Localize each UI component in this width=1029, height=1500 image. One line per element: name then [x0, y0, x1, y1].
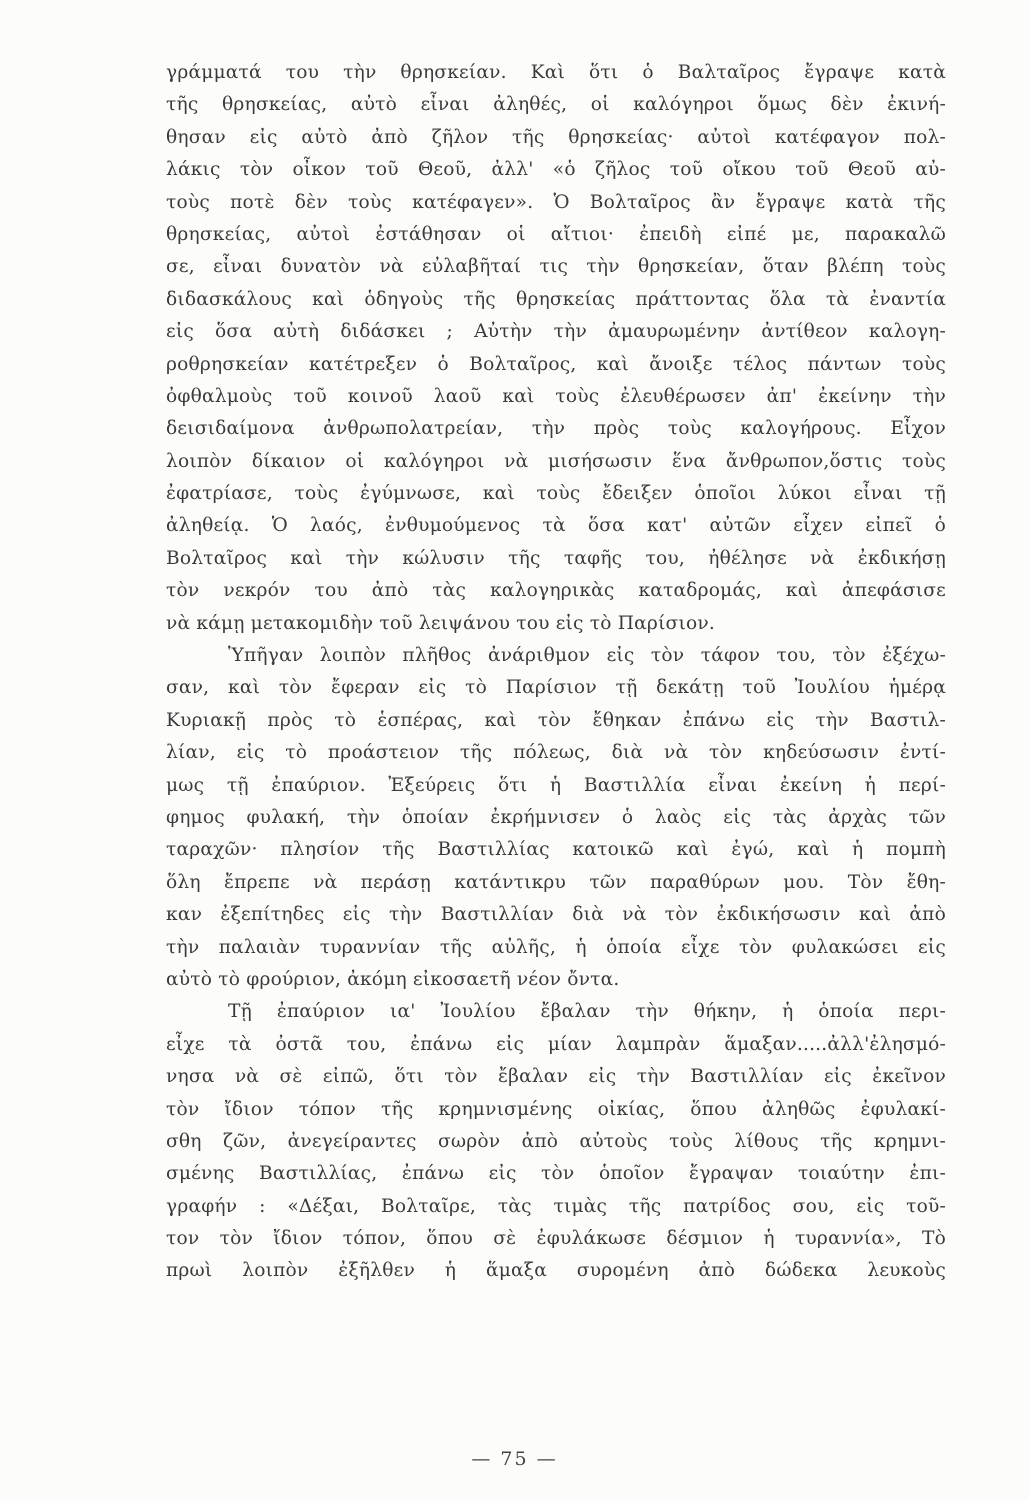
text-line: τὴν παλαιὰν τυραννίαν τῆς αὐλῆς, ἡ ὁποία εἶχε τὸν φυλακώσει εἰς	[166, 936, 946, 958]
text-line: λίαν, εἰς τὸ προάστειον τῆς πόλεως, διὰ νὰ τὸν κηδεύσωσιν ἐντί-	[166, 742, 946, 764]
text-line: καν ἐξεπίτηδες εἰς τὴν Βαστιλλίαν διὰ νὰ τὸν ἐκδικήσωσιν καὶ ἀπὸ	[166, 904, 946, 926]
page-number: — 75 —	[471, 1448, 558, 1470]
text-line: ἐφατρίασε, τοὺς ἐγύμνωσε, καὶ τοὺς ἔδειξεν ὁποῖοι λύκοι εἶναι τῇ	[166, 483, 946, 505]
text-line: Κυριακῇ πρὸς τὸ ἑσπέρας, καὶ τὸν ἔθηκαν ἐπάνω εἰς τὴν Βαστιλ-	[166, 709, 946, 731]
text-line: νησα νὰ σὲ εἰπῶ, ὅτι τὸν ἔβαλαν εἰς τὴν Βαστιλλίαν εἰς ἐκεῖνον	[166, 1066, 946, 1088]
text-line: αὐτὸ τὸ φρούριον, ἀκόμη εἰκοσαετῆ νέον ὄντα.	[166, 968, 620, 990]
text-line: νὰ κάμῃ μετακομιδὴν τοῦ λειψάνου του εἰς τὸ Παρίσιον.	[166, 612, 715, 634]
text-line: θρησκείας, αὐτοὶ ἐστάθησαν οἱ αἴτιοι· ἐπειδὴ εἰπέ με, παρακαλῶ	[166, 223, 946, 245]
text-line: εἰς ὅσα αὐτὴ διδάσκει ; Αὐτὴν τὴν ἀμαυρωμένην ἀντίθεον καλογη-	[166, 321, 946, 343]
text-line: φημος φυλακή, τὴν ὁποίαν ἐκρήμνισεν ὁ λαὸς εἰς τὰς ἀρχὰς τῶν	[166, 806, 946, 828]
text-line: ροθρησκείαν κατέτρεξεν ὁ Βολταῖρος, καὶ ἄνοιξε τέλος πάντων τοὺς	[166, 353, 946, 375]
text-line: τῆς θρησκείας, αὐτὸ εἶναι ἀληθές, οἱ καλόγηροι ὅμως δὲν ἐκινή-	[166, 94, 946, 116]
text-line: λάκις τὸν οἶκον τοῦ Θεοῦ, ἀλλ' «ὁ ζῆλος τοῦ οἴκου τοῦ Θεοῦ αὐ-	[166, 159, 946, 181]
text-line: γράμματά του τὴν θρησκείαν. Καὶ ὅτι ὁ Βαλταῖρος ἔγραψε κατὰ	[166, 62, 946, 83]
text-line: Βολταῖρος καὶ τὴν κώλυσιν τῆς ταφῆς του, ἠθέλησε νὰ ἐκδικήσῃ	[166, 547, 946, 569]
text-line: τὸν νεκρόν του ἀπὸ τὰς καλογηρικὰς καταδρομάς, καὶ ἀπεφάσισε	[166, 580, 946, 602]
text-line: Τῇ ἐπαύριον ια' Ἰουλίου ἔβαλαν τὴν θήκην, ἡ ὁποία περι-	[228, 1001, 946, 1023]
text-line: διδασκάλους καὶ ὁδηγοὺς τῆς θρησκείας πράττοντας ὅλα τὰ ἐναντία	[166, 288, 946, 310]
text-line: σμένης Βαστιλλίας, ἐπάνω εἰς τὸν ὁποῖον ἔγραψαν τοιαύτην ἐπι-	[166, 1163, 946, 1185]
text-line: τοὺς ποτὲ δὲν τοὺς κατέφαγεν». Ὁ Βολταῖρος ἂν ἔγραψε κατὰ τῆς	[166, 191, 946, 213]
text-line: ὀφθαλμοὺς τοῦ κοινοῦ λαοῦ καὶ τοὺς ἐλευθέρωσεν ἀπ' ἐκείνην τὴν	[166, 385, 946, 407]
body-text	[166, 57, 946, 1288]
text-line: τὸν ἴδιον τόπον τῆς κρημνισμένης οἰκίας, ὅπου ἀληθῶς ἐφυλακί-	[166, 1098, 946, 1120]
text-line: σε, εἶναι δυνατὸν νὰ εὐλαβῆταί τις τὴν θρησκείαν, ὅταν βλέπη τοὺς	[166, 256, 946, 278]
text-line: τον τὸν ἴδιον τόπον, ὅπου σὲ ἐφυλάκωσε δέσμιον ἡ τυραννία», Τὸ	[166, 1228, 946, 1250]
text-line: σαν, καὶ τὸν ἔφεραν εἰς τὸ Παρίσιον τῇ δεκάτῃ τοῦ Ἰουλίου ἡμέρᾳ	[166, 677, 946, 699]
text-line: εἶχε τὰ ὀστᾶ του, ἐπάνω εἰς μίαν λαμπρὰν ἅμαξαν.....ἀλλ'ἐλησμό-	[166, 1033, 946, 1055]
text-line: δεισιδαίμονα ἀνθρωπολατρείαν, τὴν πρὸς τοὺς καλογήρους. Εἶχον	[166, 418, 946, 440]
text-line: γραφήν : «Δέξαι, Βολταῖρε, τὰς τιμὰς τῆς πατρίδος σου, εἰς τοῦ-	[166, 1195, 946, 1217]
text-line: θησαν εἰς αὐτὸ ἀπὸ ζῆλον τῆς θρησκείας· αὐτοὶ κατέφαγον πολ-	[166, 126, 946, 148]
text-line: πρωὶ λοιπὸν ἐξῆλθεν ἡ ἅμαξα συρομένη ἀπὸ δώδεκα λευκοὺς	[166, 1260, 946, 1282]
text-line: μως τῇ ἐπαύριον. Ἐξεύρεις ὅτι ἡ Βαστιλλία εἶναι ἐκείνη ἡ περί-	[166, 774, 946, 796]
text-line: Ὑπῆγαν λοιπὸν πλῆθος ἀνάριθμον εἰς τὸν τάφον του, τὸν ἐξέχω-	[228, 645, 946, 667]
text-line: λοιπὸν δίκαιον οἱ καλόγηροι νὰ μισήσωσιν ἕνα ἄνθρωπον,ὅστις τοὺς	[166, 450, 946, 472]
text-line: σθη ζῶν, ἀνεγείραντες σωρὸν ἀπὸ αὐτοὺς τοὺς λίθους τῆς κρημνι-	[166, 1130, 946, 1152]
text-line: ἀληθείᾳ. Ὁ λαός, ἐνθυμούμενος τὰ ὅσα κατ' αὐτῶν εἶχεν εἰπεῖ ὁ	[166, 515, 946, 537]
text-line: ταραχῶν· πλησίον τῆς Βαστιλλίας κατοικῶ καὶ ἐγώ, καὶ ἡ πομπὴ	[166, 839, 946, 861]
text-line: ὅλη ἔπρεπε νὰ περάσῃ κατάντικρυ τῶν παραθύρων μου. Τὸν ἔθη-	[166, 871, 946, 893]
